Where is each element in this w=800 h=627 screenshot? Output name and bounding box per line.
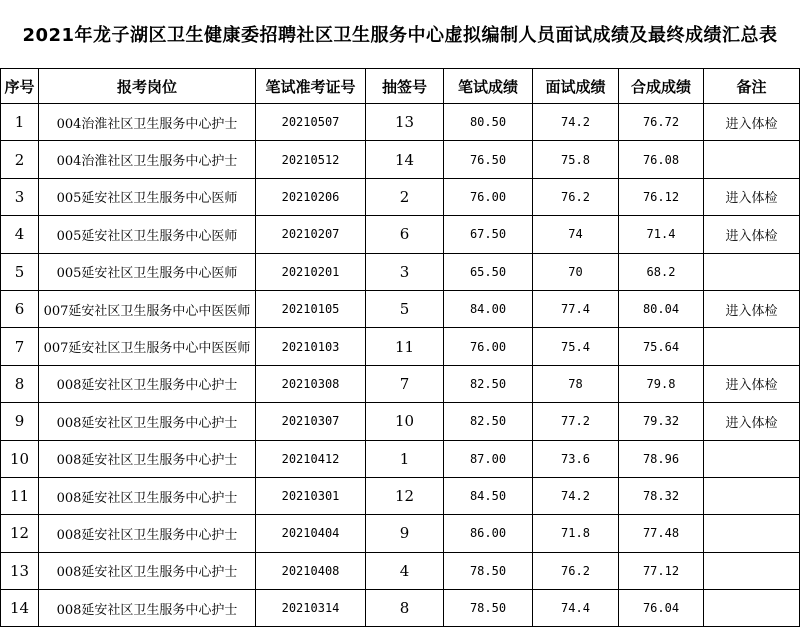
cell-total: 76.12	[619, 178, 704, 215]
cell-ticket: 20210512	[256, 141, 366, 178]
cell-no: 5	[1, 253, 39, 290]
cell-note: 进入体检	[704, 104, 800, 141]
cell-written: 67.50	[444, 216, 533, 253]
cell-draw: 11	[366, 328, 444, 365]
cell-interview: 76.2	[533, 552, 619, 589]
header-total: 合成成绩	[619, 69, 704, 104]
header-no: 序号	[1, 69, 39, 104]
cell-no: 7	[1, 328, 39, 365]
table-row	[1, 141, 800, 178]
cell-draw: 1	[366, 440, 444, 477]
cell-written: 78.50	[444, 590, 533, 627]
table-row	[1, 365, 800, 402]
cell-draw: 4	[366, 552, 444, 589]
page-title: 2021年龙子湖区卫生健康委招聘社区卫生服务中心虚拟编制人员面试成绩及最终成绩汇总表	[22, 25, 778, 46]
cell-total: 76.08	[619, 141, 704, 178]
results-table	[0, 68, 800, 627]
cell-draw: 8	[366, 590, 444, 627]
cell-ticket: 20210103	[256, 328, 366, 365]
cell-written: 80.50	[444, 104, 533, 141]
cell-no: 1	[1, 104, 39, 141]
cell-note	[704, 552, 800, 589]
header-interview: 面试成绩	[533, 69, 619, 104]
table-row	[1, 440, 800, 477]
cell-ticket: 20210507	[256, 104, 366, 141]
cell-interview: 74.2	[533, 104, 619, 141]
cell-total: 79.8	[619, 365, 704, 402]
cell-total: 76.04	[619, 590, 704, 627]
cell-no: 4	[1, 216, 39, 253]
cell-position: 008延安社区卫生服务中心护士	[39, 515, 256, 552]
cell-total: 78.32	[619, 477, 704, 514]
cell-position: 007延安社区卫生服务中心中医医师	[39, 290, 256, 327]
cell-interview: 73.6	[533, 440, 619, 477]
cell-position: 008延安社区卫生服务中心护士	[39, 403, 256, 440]
table-row	[1, 216, 800, 253]
cell-interview: 75.4	[533, 328, 619, 365]
cell-note: 进入体检	[704, 365, 800, 402]
cell-total: 68.2	[619, 253, 704, 290]
cell-ticket: 20210201	[256, 253, 366, 290]
cell-no: 11	[1, 477, 39, 514]
cell-no: 9	[1, 403, 39, 440]
cell-no: 10	[1, 440, 39, 477]
cell-note: 进入体检	[704, 178, 800, 215]
cell-total: 79.32	[619, 403, 704, 440]
cell-interview: 74.4	[533, 590, 619, 627]
cell-interview: 74.2	[533, 477, 619, 514]
cell-note: 进入体检	[704, 290, 800, 327]
table-row	[1, 328, 800, 365]
cell-ticket: 20210308	[256, 365, 366, 402]
cell-total: 78.96	[619, 440, 704, 477]
cell-note	[704, 515, 800, 552]
cell-position: 008延安社区卫生服务中心护士	[39, 590, 256, 627]
cell-total: 75.64	[619, 328, 704, 365]
header-draw: 抽签号	[366, 69, 444, 104]
cell-ticket: 20210206	[256, 178, 366, 215]
table-row	[1, 104, 800, 141]
cell-position: 005延安社区卫生服务中心医师	[39, 178, 256, 215]
cell-position: 005延安社区卫生服务中心医师	[39, 216, 256, 253]
cell-written: 84.50	[444, 477, 533, 514]
cell-ticket: 20210314	[256, 590, 366, 627]
cell-draw: 10	[366, 403, 444, 440]
cell-position: 008延安社区卫生服务中心护士	[39, 552, 256, 589]
cell-position: 005延安社区卫生服务中心医师	[39, 253, 256, 290]
table-row	[1, 290, 800, 327]
cell-written: 78.50	[444, 552, 533, 589]
cell-total: 80.04	[619, 290, 704, 327]
cell-no: 14	[1, 590, 39, 627]
cell-draw: 12	[366, 477, 444, 514]
cell-interview: 71.8	[533, 515, 619, 552]
table-row	[1, 515, 800, 552]
cell-interview: 78	[533, 365, 619, 402]
cell-ticket: 20210307	[256, 403, 366, 440]
cell-no: 13	[1, 552, 39, 589]
cell-position: 008延安社区卫生服务中心护士	[39, 365, 256, 402]
cell-ticket: 20210301	[256, 477, 366, 514]
cell-interview: 76.2	[533, 178, 619, 215]
cell-position: 004治淮社区卫生服务中心护士	[39, 104, 256, 141]
cell-written: 76.00	[444, 178, 533, 215]
cell-draw: 3	[366, 253, 444, 290]
cell-draw: 5	[366, 290, 444, 327]
header-ticket: 笔试准考证号	[256, 69, 366, 104]
cell-interview: 70	[533, 253, 619, 290]
cell-draw: 7	[366, 365, 444, 402]
cell-ticket: 20210404	[256, 515, 366, 552]
cell-draw: 14	[366, 141, 444, 178]
cell-no: 8	[1, 365, 39, 402]
header-position: 报考岗位	[39, 69, 256, 104]
cell-draw: 6	[366, 216, 444, 253]
table-row	[1, 178, 800, 215]
cell-draw: 13	[366, 104, 444, 141]
cell-note	[704, 440, 800, 477]
cell-written: 86.00	[444, 515, 533, 552]
cell-interview: 77.2	[533, 403, 619, 440]
cell-draw: 9	[366, 515, 444, 552]
cell-written: 76.50	[444, 141, 533, 178]
cell-ticket: 20210412	[256, 440, 366, 477]
cell-draw: 2	[366, 178, 444, 215]
cell-total: 77.12	[619, 552, 704, 589]
cell-note: 进入体检	[704, 403, 800, 440]
cell-total: 71.4	[619, 216, 704, 253]
cell-no: 6	[1, 290, 39, 327]
cell-total: 77.48	[619, 515, 704, 552]
cell-written: 65.50	[444, 253, 533, 290]
cell-ticket: 20210408	[256, 552, 366, 589]
cell-ticket: 20210207	[256, 216, 366, 253]
header-written: 笔试成绩	[444, 69, 533, 104]
cell-note	[704, 253, 800, 290]
table-row	[1, 552, 800, 589]
cell-position: 007延安社区卫生服务中心中医医师	[39, 328, 256, 365]
cell-interview: 74	[533, 216, 619, 253]
cell-position: 008延安社区卫生服务中心护士	[39, 477, 256, 514]
cell-written: 87.00	[444, 440, 533, 477]
cell-written: 82.50	[444, 403, 533, 440]
table-row	[1, 403, 800, 440]
table-row	[1, 477, 800, 514]
cell-written: 76.00	[444, 328, 533, 365]
cell-no: 12	[1, 515, 39, 552]
cell-written: 82.50	[444, 365, 533, 402]
cell-note	[704, 477, 800, 514]
cell-ticket: 20210105	[256, 290, 366, 327]
cell-note: 进入体检	[704, 216, 800, 253]
cell-interview: 75.8	[533, 141, 619, 178]
cell-written: 84.00	[444, 290, 533, 327]
cell-note	[704, 141, 800, 178]
cell-interview: 77.4	[533, 290, 619, 327]
cell-position: 008延安社区卫生服务中心护士	[39, 440, 256, 477]
cell-note	[704, 590, 800, 627]
header-row	[1, 69, 800, 104]
cell-position: 004治淮社区卫生服务中心护士	[39, 141, 256, 178]
header-note: 备注	[704, 69, 800, 104]
cell-note	[704, 328, 800, 365]
cell-no: 3	[1, 178, 39, 215]
cell-no: 2	[1, 141, 39, 178]
table-row	[1, 253, 800, 290]
table-row	[1, 590, 800, 627]
cell-total: 76.72	[619, 104, 704, 141]
